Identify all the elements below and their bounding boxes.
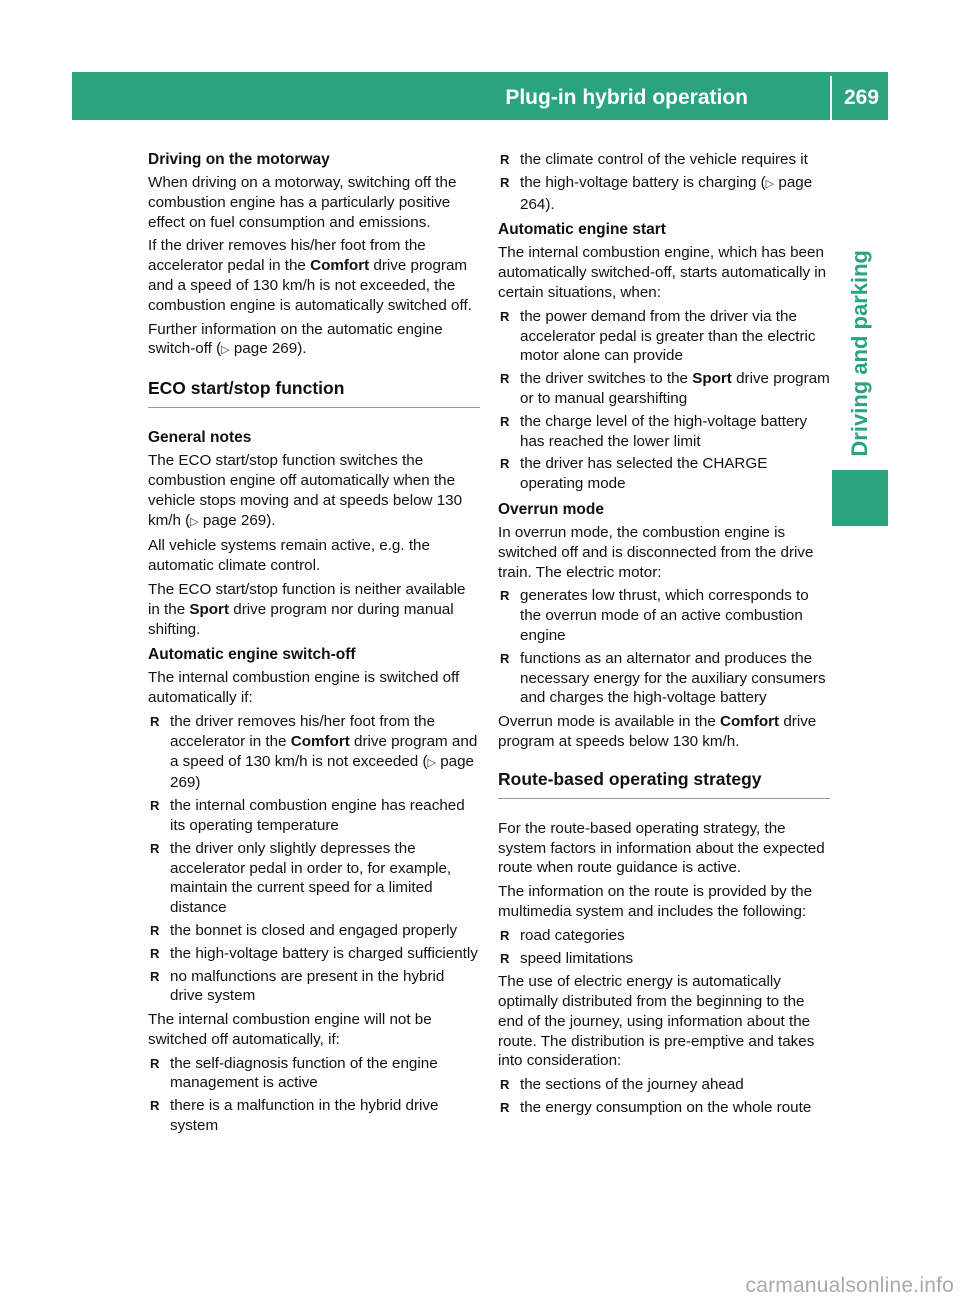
right-column [498, 150, 830, 1122]
paragraph: If the driver removes his/her foot from the accelerator pedal in the Comfort drive program and a speed of 130 km/h is not exceeded, the combustion engine is automatically switched off. [148, 237, 472, 314]
list-item: R the climate control of the vehicle requires it [500, 151, 808, 168]
bullet-icon: R [500, 371, 510, 387]
page-ref-arrow-icon: ▷ [427, 756, 436, 769]
bullet-icon: R [150, 840, 160, 856]
heading-eco-start-stop: ECO start/stop function [148, 377, 480, 408]
comfort-term: Comfort [720, 713, 780, 731]
paragraph: Further information on the automatic engine switch-off (▷ page 269). [148, 320, 443, 358]
bullet-icon: R [500, 152, 510, 167]
list-item: R the bonnet is closed and engaged properly [150, 921, 458, 939]
paragraph: The ECO start/stop function switches the combustion engine off automatically when the vehicle stops moving and at speeds below 130 km/h (▷ page 269). [148, 452, 463, 529]
bullet-icon: R [500, 927, 510, 943]
paragraph: The information on the route is provided by the multimedia system and includes the following: [498, 883, 813, 920]
page-reference-link[interactable]: page 269) [170, 752, 475, 792]
comfort-term: Comfort [310, 257, 370, 275]
chapter-tab [832, 250, 888, 460]
page-reference-link[interactable]: page 269). [202, 511, 276, 529]
chapter-marker-block [832, 470, 888, 526]
bullet-icon: R [150, 945, 160, 961]
chapter-label: Driving and parking [847, 250, 872, 457]
list-item: R the high-voltage battery is charging (▷ page 264). [500, 173, 813, 213]
bullet-icon: R [500, 950, 510, 966]
bullet-icon: R [150, 1098, 160, 1114]
page-ref-arrow-icon: ▷ [190, 515, 199, 528]
page-reference-link[interactable]: page 269). [233, 340, 307, 358]
bullet-icon: R [500, 588, 510, 604]
condition-list [148, 712, 480, 1006]
paragraph: The internal combustion engine will not be switched off automatically, if: [148, 1011, 432, 1048]
bullet-icon: R [150, 1055, 160, 1071]
list-item: R there is a malfunction in the hybrid drive system [150, 1097, 439, 1135]
list-item: R the driver switches to the Sport drive program or to manual gearshifting [500, 370, 830, 407]
paragraph: When driving on a motorway, switching off the combustion engine has a particularly positive effect on fuel consumption and emissions. [148, 174, 457, 231]
bullet-icon: R [150, 922, 160, 938]
page-ref-arrow-icon: ▷ [221, 344, 230, 357]
comfort-term: Comfort [290, 732, 350, 750]
heading-route-strategy: Route-based operating strategy [498, 768, 830, 799]
list-item: R the sections of the journey ahead [500, 1076, 744, 1094]
list-item: R the driver removes his/her foot from the accelerator in the Comfort drive program and a speed of 130 km/h is not exceeded (▷ page 269) [150, 712, 478, 792]
start-condition-list [498, 307, 830, 494]
list-item: R the charge level of the high-voltage battery has reached the lower limit [500, 412, 808, 450]
paragraph: The internal combustion engine, which has been automatically switched-off, starts automatically in certain situations, when: [498, 244, 827, 301]
paragraph: The internal combustion engine is switched off automatically if: [148, 669, 460, 707]
paragraph: Overrun mode is available in the Comfort drive program at speeds below 130 km/h. [498, 713, 817, 750]
header-bar [72, 72, 888, 120]
watermark: carmanualsonline.info [745, 1274, 954, 1297]
bullet-icon: R [500, 650, 510, 666]
list-item: R the power demand from the driver via the accelerator pedal is greater than the electric motor alone can provide [500, 307, 816, 365]
sport-term: Sport [692, 370, 732, 388]
paragraph: The ECO start/stop function is neither available in the Sport drive program nor during manual shifting. [148, 580, 466, 638]
paragraph: All vehicle systems remain active, e.g. the automatic climate control. [148, 537, 430, 575]
bullet-icon: R [150, 968, 160, 984]
overrun-list [498, 586, 830, 708]
page-title: Plug-in hybrid operation [505, 86, 748, 109]
bullet-icon: R [500, 1077, 510, 1093]
list-item: R the self-diagnosis function of the engine management is active [150, 1054, 438, 1092]
bullet-icon: R [150, 713, 160, 729]
bullet-icon: R [500, 1100, 510, 1116]
list-item: R the internal combustion engine has reached its operating temperature [150, 797, 465, 834]
list-item: R generates low thrust, which corresponds to the overrun mode of an active combustion engine [500, 587, 809, 644]
heading-overrun-mode: Overrun mode [498, 500, 604, 518]
list-item: R the high-voltage battery is charged sufficiently [150, 944, 478, 962]
heading-general-notes: General notes [148, 429, 252, 447]
left-column [148, 150, 480, 1140]
list-item: R the driver only slightly depresses the accelerator pedal in order to, for example, maintain the current speed for a limited distance [150, 839, 452, 917]
consideration-list [498, 1075, 830, 1118]
page-reference-link[interactable]: page 264). [520, 173, 813, 213]
bullet-icon: R [500, 456, 510, 472]
list-item: R functions as an alternator and produces the necessary energy for the auxiliary consumers and charges the high-voltage battery [500, 649, 826, 707]
list-item: R no malfunctions are present in the hybrid drive system [150, 967, 445, 1005]
bullet-icon: R [500, 308, 510, 324]
heading-auto-switch-off: Automatic engine switch-off [148, 646, 356, 664]
list-item: R the driver has selected the CHARGE operating mode [500, 455, 768, 493]
bullet-icon: R [500, 174, 510, 190]
page-number: 269 [844, 86, 880, 109]
list-item: R road categories [500, 926, 625, 944]
sport-term: Sport [189, 600, 230, 618]
heading-driving-motorway: Driving on the motorway [148, 151, 330, 168]
condition-list-continued [498, 150, 830, 214]
heading-auto-engine-start: Automatic engine start [498, 221, 666, 239]
paragraph: The use of electric energy is automatically optimally distributed from the beginning to the end of the journey, using information about the route. The distribution is pre-emptive and takes into consideration: [498, 973, 815, 1070]
header-divider [830, 76, 832, 124]
route-info-list [498, 926, 830, 969]
paragraph: For the route-based operating strategy, the system factors in information about the expected route when route guidance is active. [498, 819, 825, 877]
paragraph: In overrun mode, the combustion engine is switched off and is disconnected from the drive train. The electric motor: [498, 523, 814, 581]
bullet-icon: R [500, 413, 510, 429]
page-ref-arrow-icon: ▷ [765, 177, 775, 190]
list-item: R the energy consumption on the whole route [500, 1099, 812, 1117]
list-item: R speed limitations [500, 949, 634, 967]
bullet-icon: R [150, 798, 160, 814]
exception-list [148, 1054, 480, 1136]
